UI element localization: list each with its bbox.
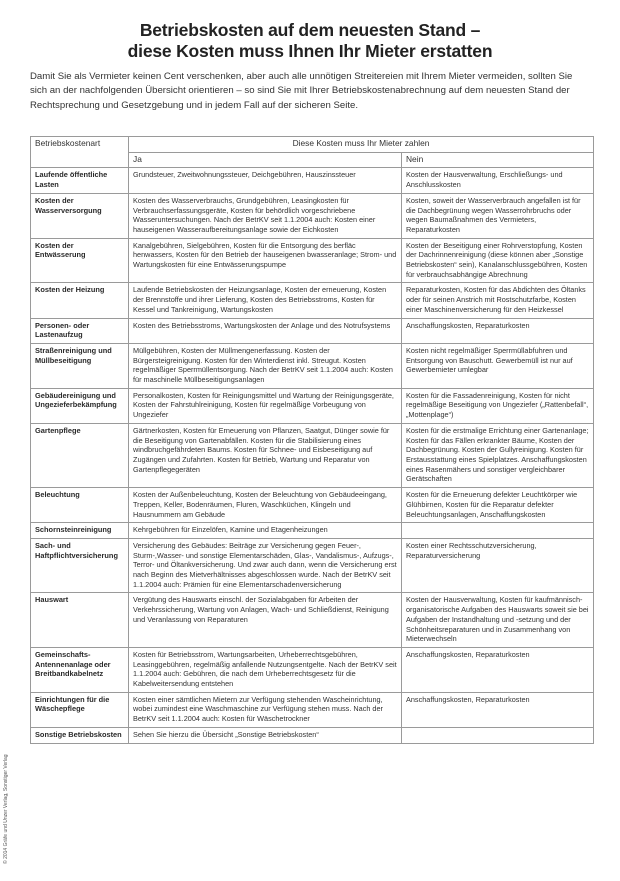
- title-line-2: diese Kosten muss Ihnen Ihr Mieter erstatten: [127, 41, 493, 61]
- table-row: [31, 692, 594, 727]
- tenant-pays-yes-cell: Kanalgebühren, Sielgebühren, Kosten für die Entsorgung des berfläc henwassers, Kosten für den Betrieb der hauseigenen bwasseranlage; Strom- und Wartungskosten für eine Entwässerungspumpe: [129, 238, 402, 283]
- header-yes: Ja: [129, 152, 402, 168]
- table-row: [31, 283, 594, 318]
- table-body: [31, 168, 594, 743]
- table-header-row: [31, 137, 594, 153]
- cost-type-cell: Hauswart: [31, 593, 129, 648]
- tenant-pays-no-cell: Kosten für die erstmalige Errichtung einer Gartenanlage; Kosten für das Fällen erkrankter Bäume, Kosten der Dachbegrünung. Kosten der Gullyreinigung. Kosten für Erstausstattung eines Spielplatzes. Anschaffungskosten eines Rasenmähers und sonstiger vergleichbarer Gerätschaften: [402, 423, 594, 487]
- cost-type-cell: Gartenpflege: [31, 423, 129, 487]
- cost-type-cell: Kosten der Heizung: [31, 283, 129, 318]
- tenant-pays-yes-cell: Personalkosten, Kosten für Reinigungsmittel und Wartung der Reinigungsgeräte, Kosten der Fahrstuhlreinigung, Kosten für regelmäßige Vorbeugung von Ungeziefer: [129, 388, 402, 423]
- cost-type-cell: Kosten der Wasserversorgung: [31, 193, 129, 238]
- cost-type-cell: Gemeinschafts-Antennenanlage oder Breitbandkabelnetz: [31, 647, 129, 692]
- tenant-pays-no-cell: Kosten der Beseitigung einer Rohrverstopfung, Kosten der Dachrinnenreinigung (diese können aber „Sonstige Betriebskosten“ sein), Kanalanschlussgebühren, Kosten für verbrauchsabhängige Abrechnung: [402, 238, 594, 283]
- table-row: [31, 523, 594, 539]
- cost-type-cell: Beleuchtung: [31, 488, 129, 523]
- cost-type-cell: Gebäudereinigung und Ungezieferbekämpfung: [31, 388, 129, 423]
- tenant-pays-no-cell: Anschaffungskosten, Reparaturkosten: [402, 692, 594, 727]
- cost-type-cell: Kosten der Entwässerung: [31, 238, 129, 283]
- table-row: [31, 238, 594, 283]
- cost-type-cell: Laufende öffentliche Lasten: [31, 168, 129, 193]
- title-line-1: Betriebskosten auf dem neuesten Stand –: [139, 20, 481, 40]
- cost-type-cell: Schornsteinreinigung: [31, 523, 129, 539]
- cost-type-cell: Straßenreinigung und Müllbeseitigung: [31, 343, 129, 388]
- cost-type-cell: Personen- oder Lastenaufzug: [31, 318, 129, 343]
- cost-type-cell: Einrichtungen für die Wäschepflege: [31, 692, 129, 727]
- table-row: [31, 318, 594, 343]
- table-row: [31, 388, 594, 423]
- cost-type-cell: Sonstige Betriebskosten: [31, 727, 129, 743]
- tenant-pays-yes-cell: Kosten des Betriebsstroms, Wartungskosten der Anlage und des Notrufsystems: [129, 318, 402, 343]
- table-row: [31, 593, 594, 648]
- tenant-pays-yes-cell: Vergütung des Hauswarts einschl. der Sozialabgaben für Arbeiten der Verkehrssicherung, Wartung von Anlagen, Wach- und Schließdienst, Reinigung und Veranlassung von Reparaturen: [129, 593, 402, 648]
- tenant-pays-yes-cell: Laufende Betriebskosten der Heizungsanlage, Kosten der erneuerung, Kosten der Brennstoffe und ihrer Lieferung, Kosten des Betriebsstroms, Kosten für Kessel und Tankreinigung, Wartungskosten: [129, 283, 402, 318]
- tenant-pays-no-cell: Reparaturkosten, Kosten für das Abdichten des Öltanks oder für seinen Anstrich mit Rostschutzfarbe, Kosten einer Maschinenversicherung für den Heizkessel: [402, 283, 594, 318]
- table-row: [31, 168, 594, 193]
- table-row: [31, 647, 594, 692]
- tenant-pays-yes-cell: Kosten für Betriebsstrom, Wartungsarbeiten, Urheberrechtsgebühren, Leasinggebühren, regelmäßig anfallende Nutzungsentgelte. Nach der BetrKV seit 1.1.2004 auch: Gebühren, die nach dem Urheberrechtsgesetz für die Kabelweitersendung entstehen: [129, 647, 402, 692]
- tenant-pays-yes-cell: Sehen Sie hierzu die Übersicht „Sonstige Betriebskosten“: [129, 727, 402, 743]
- table-row: [31, 538, 594, 593]
- tenant-pays-no-cell: Kosten nicht regelmäßiger Sperrmüllabfuhren und Entsorgung von Bauschutt. Gewerbemüll ist nur auf Gewerbemieter umlegbar: [402, 343, 594, 388]
- tenant-pays-no-cell: Kosten für die Erneuerung defekter Leuchtkörper wie Glühbirnen, Kosten für die Reparatur defekter Beleuchtungsanlagen, Anschaffungskosten: [402, 488, 594, 523]
- table-row: [31, 727, 594, 743]
- tenant-pays-no-cell: Kosten einer Rechtsschutzversicherung, Reparaturversicherung: [402, 538, 594, 593]
- operating-costs-table: [30, 136, 594, 744]
- tenant-pays-no-cell: Anschaffungskosten, Reparaturkosten: [402, 647, 594, 692]
- tenant-pays-yes-cell: Kosten des Wasserverbrauchs, Grundgebühren, Leasingkosten für Verbrauchserfassungsgeräte, Kosten für behördlich vorgeschriebene Wasseruntersuchungen. Nach der BetrKV seit 1.1.2004 auch: Kosten einer hauseigenen Wasseraufbereitungsanlage sowie der Eichkosten: [129, 193, 402, 238]
- tenant-pays-no-cell: Kosten der Hausverwaltung, Kosten für kaufmännisch-organisatorische Aufgaben des Hauswarts soweit sie bei Aufgaben der Instandhaltung und -setzung und der Schönheitsreparaturen und in Zusammenhang von Mieterwechseln: [402, 593, 594, 648]
- table-row: [31, 343, 594, 388]
- tenant-pays-yes-cell: Kosten einer sämtlichen Mietern zur Verfügung stehenden Wascheinrichtung, wobei zumindest eine Waschmaschine zur Verfügung stehen muss. Nach der BetrKV seit 1.1.2004 auch: Kosten für Wäschetrockner: [129, 692, 402, 727]
- copyright-note: [3, 720, 13, 870]
- intro-paragraph: Damit Sie als Vermieter keinen Cent verschenken, aber auch alle unnötigen Streitereien mit Ihrem Mieter vermeiden, sollten Sie sich an der nachfolgenden Übersicht orientieren – so sind Sie mit Ihrer Betriebskostenabrechnung auf dem neuesten Stand der Rechtsprechung und Gesetzgebung und in jedem Fall auf der sicheren Seite.: [30, 71, 573, 111]
- table-row: [31, 488, 594, 523]
- table-row: [31, 193, 594, 238]
- tenant-pays-yes-cell: Versicherung des Gebäudes: Beiträge zur Versicherung gegen Feuer-, Sturm-,Wasser- und sonstige Elementarschäden, Glas-, Vandalismus-, Aufzugs-, Terror- und Öltankversicherung. Und zwar auch dann, wenn die Versicherung erst nach Beginn des Mietverhältnisses abgeschlossen wurde. Nach der BetrKV seit 1.1.2004 auch: Prämien für eine Elementarschadenversicherung: [129, 538, 402, 593]
- header-tenant-pays: Diese Kosten muss Ihr Mieter zahlen: [129, 137, 594, 153]
- tenant-pays-yes-cell: Gärtnerkosten, Kosten für Erneuerung von Pflanzen, Saatgut, Dünger sowie für die Beseitigung von Gartenabfällen. Kosten für die Stabilisierung eines windbruchgefährdeten Baums. Kosten für Schnee- und Eisbeseitigung auf Zugängen und Zufahrten. Kosten für Betrieb, Wartung und Reparatur von Gartenpflegegeräten: [129, 423, 402, 487]
- copyright-text: © 2014 Gräfe und Unzer Verlag, Sonstiger Verlag: [3, 754, 9, 864]
- tenant-pays-no-cell: Kosten für die Fassadenreinigung, Kosten für nicht regelmäßige Beseitigung von Ungeziefer („Rattenbefall“, „Mottenplage“): [402, 388, 594, 423]
- table-row: [31, 423, 594, 487]
- tenant-pays-yes-cell: Grundsteuer, Zweitwohnungssteuer, Deichgebühren, Hauszinssteuer: [129, 168, 402, 193]
- header-cost-type: Betriebskostenart: [31, 137, 129, 168]
- tenant-pays-yes-cell: Kehrgebühren für Einzelöfen, Kamine und Etagenheizungen: [129, 523, 402, 539]
- tenant-pays-no-cell: Anschaffungskosten, Reparaturkosten: [402, 318, 594, 343]
- cost-type-cell: Sach- und Haftpflichtversicherung: [31, 538, 129, 593]
- tenant-pays-no-cell: Kosten, soweit der Wasserverbrauch angefallen ist für die Dachbegrünung wegen Wasserrohrbruchs oder wegen Baumaßnahmen des Vermieters, Reparaturkosten: [402, 193, 594, 238]
- tenant-pays-yes-cell: Müllgebühren, Kosten der Müllmengenerfassung. Kosten der Bürgersteigreinigung. Kosten für den Winterdienst inkl. Streugut. Kosten regelmäßiger Sperrmüllentsorgung. Nach der BetrKV seit 1.1.2004 auch: Kosten für maschinelle Müllbeseitigungsanlagen: [129, 343, 402, 388]
- tenant-pays-no-cell: [402, 523, 594, 539]
- tenant-pays-no-cell: Kosten der Hausverwaltung, Erschließungs- und Anschlusskosten: [402, 168, 594, 193]
- tenant-pays-no-cell: [402, 727, 594, 743]
- tenant-pays-yes-cell: Kosten der Außenbeleuchtung, Kosten der Beleuchtung von Gebäudeeingang, Treppen, Keller, Bodenräumen, Fluren, Waschküchen, Klingeln und Hausnummern am Gebäude: [129, 488, 402, 523]
- header-no: Nein: [402, 152, 594, 168]
- page-title: [0, 20, 620, 62]
